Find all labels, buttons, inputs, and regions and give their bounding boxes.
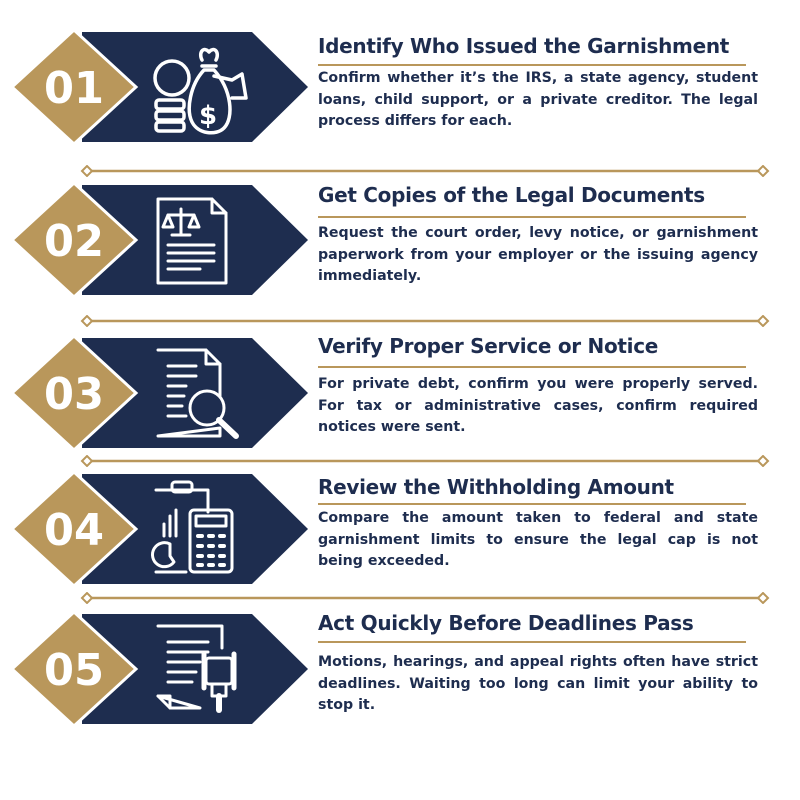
step-4 (0, 472, 800, 592)
step-3-title: Verify Proper Service or Notice (318, 334, 659, 358)
divider-2 (80, 315, 770, 327)
step-5 (0, 612, 800, 732)
divider-4 (80, 592, 770, 604)
step-1 (0, 30, 800, 150)
step-4-description: Compare the amount taken to federal and state garnishment limits to ensure the legal cap is not being exceeded. (318, 510, 758, 569)
step-3 (0, 336, 800, 456)
step-5-title: Act Quickly Before Deadlines Pass (318, 611, 694, 635)
step-2-banner (0, 183, 310, 303)
step-4-banner (0, 472, 310, 592)
step-1-banner (0, 30, 310, 150)
step-1-title: Identify Who Issued the Garnishment (318, 34, 730, 58)
divider-1 (80, 165, 770, 177)
svg-text:$: $ (198, 101, 218, 131)
step-5-description: Motions, hearings, and appeal rights often have strict deadlines. Waiting too long can limit your ability to stop it. (318, 654, 758, 713)
divider-3 (80, 455, 770, 467)
step-3-banner (0, 336, 310, 456)
step-4-number: 04 (44, 505, 104, 556)
step-3-number: 03 (44, 369, 104, 420)
step-2-number: 02 (44, 216, 104, 267)
step-2-title: Get Copies of the Legal Documents (318, 183, 705, 207)
step-2-description: Request the court order, levy notice, or garnishment paperwork from your employer or the issuing agency immediately. (318, 225, 758, 284)
step-5-title-underline (318, 641, 746, 643)
step-5-number: 05 (44, 645, 104, 696)
step-4-title: Review the Withholding Amount (318, 475, 674, 499)
step-3-description: For private debt, confirm you were properly served. For tax or administrative cases, confirm required notices were sent. (318, 376, 758, 435)
step-2 (0, 183, 800, 303)
step-1-title-underline (318, 64, 746, 66)
step-1-description: Confirm whether it’s the IRS, a state agency, student loans, child support, or a private creditor. The legal process differs for each. (318, 70, 758, 129)
step-1-number: 01 (44, 63, 104, 114)
step-5-banner (0, 612, 310, 732)
step-2-title-underline (318, 216, 746, 218)
step-4-title-underline (318, 503, 746, 505)
step-3-title-underline (318, 366, 746, 368)
